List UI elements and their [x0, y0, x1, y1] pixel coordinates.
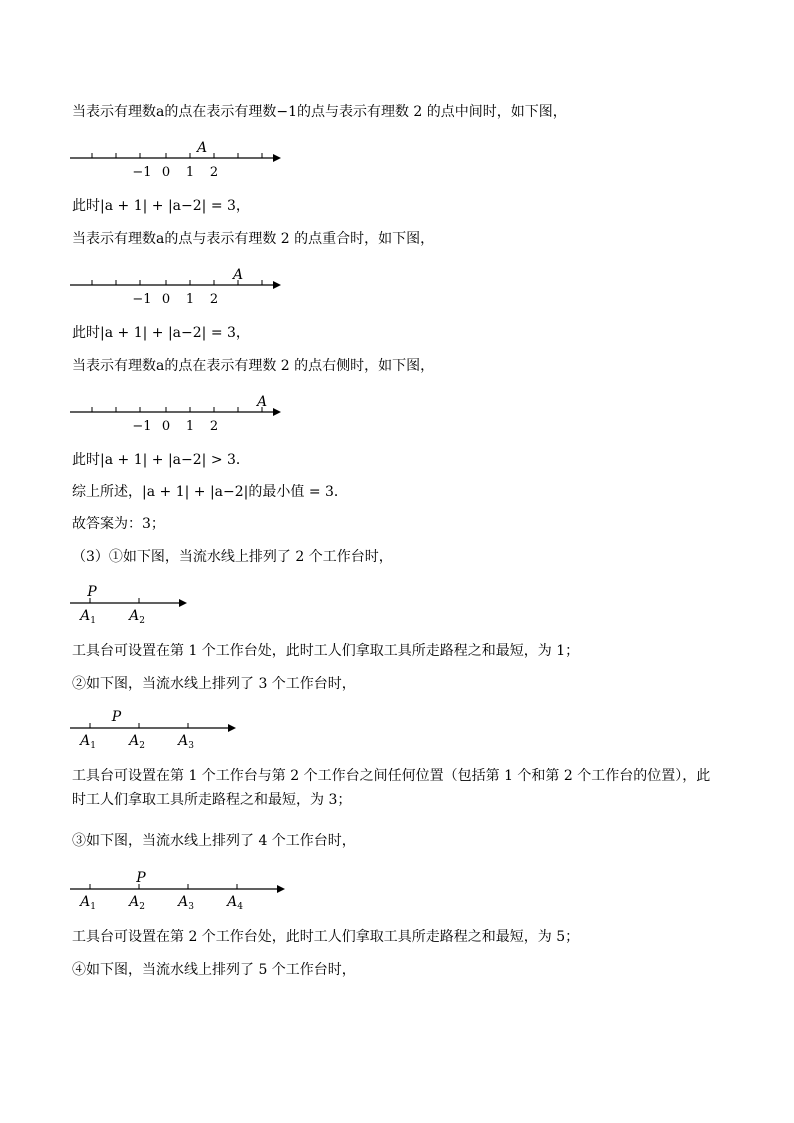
tick-label: −1: [132, 419, 152, 434]
text-line: 此时|a + 1| + |a−2| > 3．: [72, 452, 250, 468]
tick-label: 1: [185, 165, 195, 180]
text-line: ②如下图，当流水线上排列了 3 个工作台时，: [72, 676, 356, 692]
text-line: 当表示有理数a的点与表示有理数 2 的点重合时，如下图，: [72, 231, 435, 247]
tick-label: 2: [209, 292, 219, 307]
tool-point-label: P: [87, 584, 97, 600]
arrow-head: [273, 154, 281, 162]
arrow-head: [277, 885, 285, 893]
workstation-diagram-3: [70, 864, 280, 910]
tick-label: −1: [132, 165, 152, 180]
text-line: 此时|a + 1| + |a−2| = 3，: [72, 198, 250, 214]
text-line: 故答案为：3；: [72, 516, 165, 532]
tick-label: 2: [209, 165, 219, 180]
workstation-label: $A_1$: [80, 894, 96, 912]
tick-label: 0: [161, 419, 171, 434]
workstation-label: $A_3$: [178, 894, 194, 912]
workstation-diagram-2: [70, 703, 230, 749]
tick-label: 0: [161, 165, 171, 180]
point-label: A: [196, 140, 208, 156]
workstation-label: $A_2$: [129, 894, 145, 912]
tick-label: 1: [185, 292, 195, 307]
tick-label: 0: [161, 292, 171, 307]
workstation-label: $A_3$: [178, 733, 194, 751]
workstation-label: $A_4$: [227, 894, 243, 912]
text-paragraph: 工具台可设置在第 1 个工作台与第 2 个工作台之间任何位置（包括第 1 个和第 2 个工作台的位置），此时工人们拿取工具所走路程之和最短，为 3；: [72, 768, 711, 808]
text-line: 综上所述，|a + 1| + |a−2|的最小值 = 3．: [72, 484, 348, 500]
tick-label: 1: [185, 419, 195, 434]
text-line: 当表示有理数a的点在表示有理数 2 的点右侧时，如下图，: [72, 358, 435, 374]
point-label: A: [232, 267, 244, 283]
text-line: 此时|a + 1| + |a−2| = 3，: [72, 325, 250, 341]
tick-label: 2: [209, 419, 219, 434]
point-label: A: [256, 394, 268, 410]
arrow-head: [228, 724, 236, 732]
text-line: 当表示有理数a的点在表示有理数−1的点与表示有理数 2 的点中间时，如下图，: [72, 104, 567, 120]
arrow-head: [273, 281, 281, 289]
number-line-diagram-2: [70, 263, 300, 305]
tool-point-label: P: [136, 870, 146, 886]
text-line: 工具台可设置在第 2 个工作台处，此时工人们拿取工具所走路程之和最短，为 5；: [72, 929, 580, 945]
workstation-label: $A_1$: [80, 733, 96, 751]
workstation-label: $A_2$: [129, 733, 145, 751]
tool-point-label: P: [111, 709, 122, 725]
text-line: （3）①如下图，当流水线上排列了 2 个工作台时，: [72, 549, 393, 565]
arrow-head: [273, 408, 281, 416]
tick-label: −1: [132, 292, 152, 307]
number-line-diagram-3: [70, 390, 300, 432]
text-line: ④如下图，当流水线上排列了 5 个工作台时，: [72, 962, 356, 978]
number-line-diagram-1: [70, 136, 300, 178]
workstation-label: $A_1$: [80, 608, 96, 626]
text-line: 工具台可设置在第 1 个工作台处，此时工人们拿取工具所走路程之和最短，为 1；: [72, 643, 580, 659]
text-line: ③如下图，当流水线上排列了 4 个工作台时，: [72, 833, 356, 849]
workstation-label: $A_2$: [129, 608, 145, 626]
arrow-head: [179, 599, 187, 607]
workstation-diagram-1: [70, 578, 180, 624]
